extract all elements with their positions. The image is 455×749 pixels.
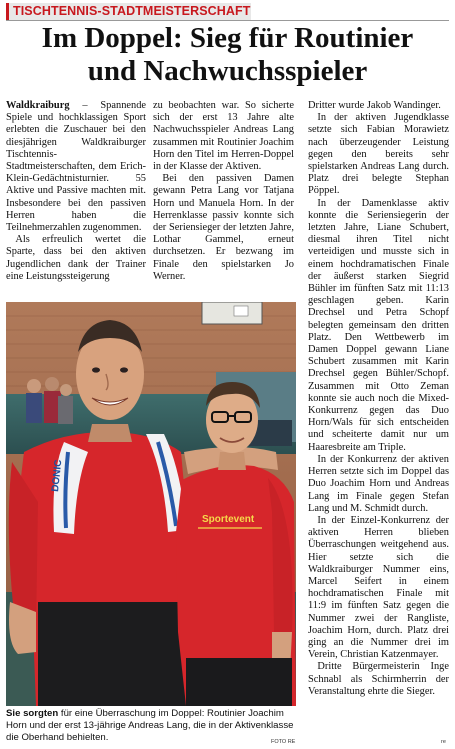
paragraph-text: – Spannende Spiele und hochklassigen Sport erlebten die Zuschauer bei den diesjährigen Waldkraiburger Tischtennis-Stadtmeisterschaften, dem Erich-Klein-Gedächtnisturnier. 55 Aktive und Passive machten mit. Insbesondere bei den passiven Herren haben die Teilnehmerzahlen zugenommen. [6, 100, 146, 234]
paragraph: In der Konkurrenz der aktiven Herren setzte sich im Doppel das Duo Joachim Horn und Andreas Lang im Finale gegen Stefan Lang und M. Schmidt durch. [308, 453, 449, 514]
paragraph [6, 100, 146, 234]
paragraph: zu beobachten war. So sicherte sich der erst 13 Jahre alte Nachwuchsspieler Andreas Lang zusammen mit Routinier Joachim Horn den Titel im Herren-Doppel in der Klasse der Aktiven. [153, 100, 294, 173]
headline-line-1: Im Doppel: Sieg für Routinier [41, 22, 414, 54]
article-column-3 [308, 100, 449, 698]
headline [0, 22, 455, 88]
kicker-rule [6, 20, 449, 21]
headline-line-2: und Nachwuchsspieler [87, 55, 368, 87]
paragraph: Dritter wurde Jakob Wandinger. [308, 100, 441, 111]
photo-credit: FOTO RE [271, 739, 296, 745]
dateline: Waldkraiburg [6, 100, 70, 111]
section-kicker: TISCHTENNIS-STADTMEISTERSCHAFT [6, 3, 251, 20]
caption-lead: Sie sorgten [6, 708, 59, 719]
paragraph: In der aktiven Jugendklasse setzte sich Fabian Morawietz nach überzeugender Leistung gegen den bereits sehr spielstarken Andreas Lang durch. Platz drei belegte Stephan Pöppel. [308, 112, 449, 197]
photo-caption [6, 708, 296, 744]
paragraph: Dritte Bürgermeisterin Inge Schnabl als Schirmherrin der Veranstaltung ehrte die Sieger. [308, 661, 449, 697]
paragraph: Als erfreulich wertet die Sparte, dass bei den aktiven Jugendlichen dank der Trainer eine Leistungssteigerung [6, 234, 146, 282]
article-column-1 [6, 100, 146, 283]
article-photo [6, 302, 296, 706]
author-mark: re [441, 739, 446, 745]
article-column-2 [153, 100, 294, 283]
towel-brand: DONIC [50, 459, 65, 493]
shirt-print: Sportevent [202, 514, 255, 525]
paragraph: Bei den passiven Damen gewann Petra Lang vor Tatjana Horn und Manuela Horn. In der Herrenklasse passiv konnte sich der Seriensieger der letzten Jahre, Lothar Gammel, erneut durchsetzen. Er bezwang im Finale den spielstarken Jo Werner. [153, 173, 294, 282]
paragraph: In der Einzel-Konkurrenz der aktiven Herren blieben Überraschungen weitgehend aus. Hier setzte sich die Waldkraiburger Nummer eins, Marcel Seifert in einem hochdramatischen Finale mit 11:9 im fünften Satz gegen die Nummer zwei der Rangliste, Joachim Horn, durch. Platz drei ging an die Nummer drei im Verein, Christian Katzenmayer. [308, 514, 449, 661]
paragraph: In der Damenklasse aktiv konnte die Seriensiegerin der letzten Jahre, Liane Schubert, diesmal ihren Titel nicht verteidigen und musste sich in einem hochdramatischen Finale der äußerst starken Siegrid Bühler im fünften Satz mit 11:13 geschlagen geben. Karin Drechsel und Petra Schopf belegten gemeinsam den dritten Platz. Den Wettbewerb im Damen Doppel gewann Liane Schubert zusammen mit Karin Drechsel gegen Bühler/Schopf. Zusammen mit Otto Zeman konnte sie auch noch die Mixed-Konkurrenz gegen das Duo Horn/Wals für sich entscheiden und scheiterte damit nur um Haaresbreite am Triple. [308, 197, 449, 453]
caption-text: für eine Überraschung im Doppel: Routinier Joachim Horn und der erst 13-jährige Andreas Lang, die in der Aktivenklasse die Oberhand behielten. [6, 708, 294, 743]
